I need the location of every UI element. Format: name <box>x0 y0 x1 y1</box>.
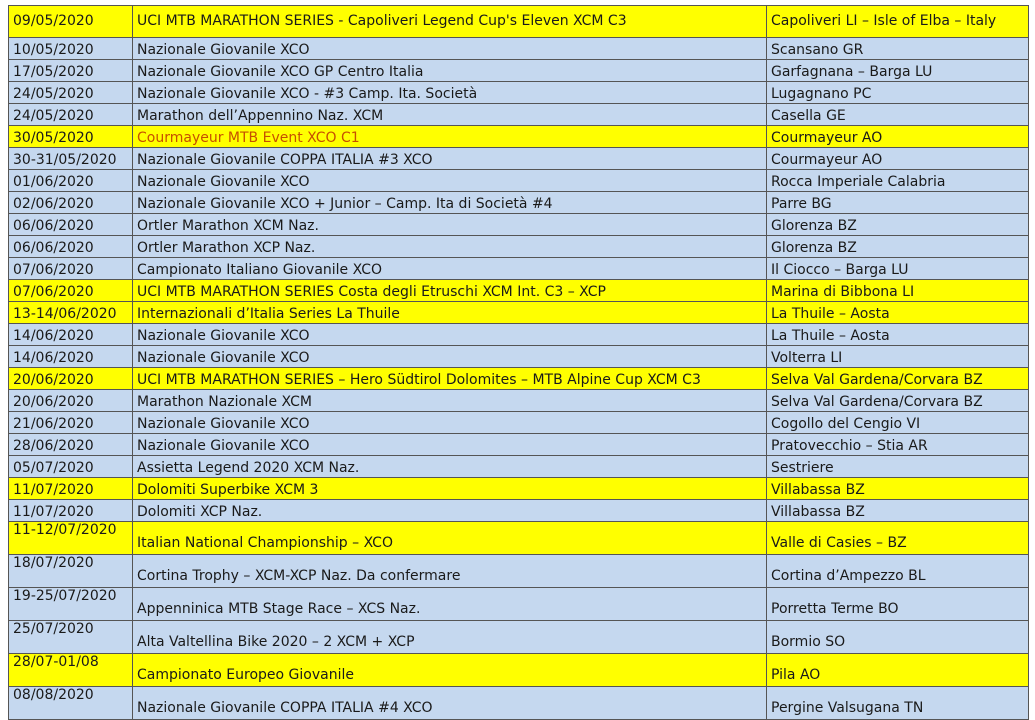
event-date: 20/06/2020 <box>9 390 133 412</box>
table-row <box>9 412 1029 434</box>
table-row <box>9 6 1029 38</box>
event-location: Parre BG <box>767 192 1029 214</box>
event-date: 07/06/2020 <box>9 280 133 302</box>
event-date: 24/05/2020 <box>9 104 133 126</box>
event-name: Campionato Europeo Giovanile <box>133 654 767 687</box>
event-name: Dolomiti Superbike XCM 3 <box>133 478 767 500</box>
event-location: Volterra LI <box>767 346 1029 368</box>
event-date: 30-31/05/2020 <box>9 148 133 170</box>
event-location: Villabassa BZ <box>767 478 1029 500</box>
event-name: UCI MTB MARATHON SERIES Costa degli Etruschi XCM Int. C3 – XCP <box>133 280 767 302</box>
event-date: 11/07/2020 <box>9 478 133 500</box>
event-name: Appenninica MTB Stage Race – XCS Naz. <box>133 588 767 621</box>
event-location: Capoliveri LI – Isle of Elba – Italy <box>767 6 1029 38</box>
event-location: Selva Val Gardena/Corvara BZ <box>767 390 1029 412</box>
table-row <box>9 60 1029 82</box>
event-location: Il Ciocco – Barga LU <box>767 258 1029 280</box>
event-location: Pratovecchio – Stia AR <box>767 434 1029 456</box>
event-name: Internazionali d’Italia Series La Thuile <box>133 302 767 324</box>
event-date: 02/06/2020 <box>9 192 133 214</box>
event-date: 10/05/2020 <box>9 38 133 60</box>
event-name: Nazionale Giovanile XCO <box>133 346 767 368</box>
event-name: Campionato Italiano Giovanile XCO <box>133 258 767 280</box>
event-date: 11-12/07/2020 <box>9 522 133 555</box>
event-location: Courmayeur AO <box>767 148 1029 170</box>
event-name: Nazionale Giovanile XCO GP Centro Italia <box>133 60 767 82</box>
event-date: 08/08/2020 <box>9 687 133 720</box>
event-date: 11/07/2020 <box>9 500 133 522</box>
event-location: Garfagnana – Barga LU <box>767 60 1029 82</box>
event-date: 28/06/2020 <box>9 434 133 456</box>
event-name: Nazionale Giovanile XCO <box>133 412 767 434</box>
table-row <box>9 588 1029 621</box>
event-date: 19-25/07/2020 <box>9 588 133 621</box>
event-date: 14/06/2020 <box>9 346 133 368</box>
event-location: Pila AO <box>767 654 1029 687</box>
event-name: Cortina Trophy – XCM-XCP Naz. Da confermare <box>133 555 767 588</box>
table-row <box>9 687 1029 720</box>
table-row <box>9 236 1029 258</box>
table-row <box>9 214 1029 236</box>
event-location: Porretta Terme BO <box>767 588 1029 621</box>
event-date: 07/06/2020 <box>9 258 133 280</box>
table-row <box>9 324 1029 346</box>
event-name: UCI MTB MARATHON SERIES - Capoliveri Legend Cup's Eleven XCM C3 <box>133 6 767 38</box>
event-location: Scansano GR <box>767 38 1029 60</box>
event-name: Ortler Marathon XCP Naz. <box>133 236 767 258</box>
event-date: 28/07-01/08 <box>9 654 133 687</box>
event-date: 17/05/2020 <box>9 60 133 82</box>
event-location: Sestriere <box>767 456 1029 478</box>
table-row <box>9 82 1029 104</box>
event-location: Valle di Casies – BZ <box>767 522 1029 555</box>
event-date: 21/06/2020 <box>9 412 133 434</box>
event-location: Marina di Bibbona LI <box>767 280 1029 302</box>
event-location: Rocca Imperiale Calabria <box>767 170 1029 192</box>
event-name: Marathon Nazionale XCM <box>133 390 767 412</box>
event-location: La Thuile – Aosta <box>767 302 1029 324</box>
table-row <box>9 456 1029 478</box>
table-row <box>9 522 1029 555</box>
event-date: 30/05/2020 <box>9 126 133 148</box>
event-name: Nazionale Giovanile COPPA ITALIA #4 XCO <box>133 687 767 720</box>
event-name: Nazionale Giovanile XCO - #3 Camp. Ita. Società <box>133 82 767 104</box>
event-name: Ortler Marathon XCM Naz. <box>133 214 767 236</box>
event-date: 25/07/2020 <box>9 621 133 654</box>
table-row <box>9 104 1029 126</box>
event-location: Villabassa BZ <box>767 500 1029 522</box>
table-row <box>9 126 1029 148</box>
event-name: Courmayeur MTB Event XCO C1 <box>133 126 767 148</box>
event-location: Cogollo del Cengio VI <box>767 412 1029 434</box>
event-date: 05/07/2020 <box>9 456 133 478</box>
event-name: Nazionale Giovanile XCO <box>133 434 767 456</box>
event-date: 13-14/06/2020 <box>9 302 133 324</box>
table-row <box>9 390 1029 412</box>
table-row <box>9 654 1029 687</box>
event-date: 20/06/2020 <box>9 368 133 390</box>
event-name: Nazionale Giovanile XCO <box>133 38 767 60</box>
event-date: 06/06/2020 <box>9 214 133 236</box>
event-name: Assietta Legend 2020 XCM Naz. <box>133 456 767 478</box>
table-row <box>9 555 1029 588</box>
events-calendar-table <box>8 5 1029 720</box>
event-date: 09/05/2020 <box>9 6 133 38</box>
table-row <box>9 434 1029 456</box>
event-name: Nazionale Giovanile XCO <box>133 324 767 346</box>
table-row <box>9 148 1029 170</box>
event-name: Nazionale Giovanile XCO <box>133 170 767 192</box>
event-location: Selva Val Gardena/Corvara BZ <box>767 368 1029 390</box>
table-row <box>9 621 1029 654</box>
event-name: Nazionale Giovanile XCO + Junior – Camp. Ita di Società #4 <box>133 192 767 214</box>
table-row <box>9 346 1029 368</box>
event-name: Nazionale Giovanile COPPA ITALIA #3 XCO <box>133 148 767 170</box>
event-location: La Thuile – Aosta <box>767 324 1029 346</box>
event-date: 18/07/2020 <box>9 555 133 588</box>
table-row <box>9 170 1029 192</box>
table-row <box>9 38 1029 60</box>
event-name: Marathon dell’Appennino Naz. XCM <box>133 104 767 126</box>
event-location: Cortina d’Ampezzo BL <box>767 555 1029 588</box>
event-date: 06/06/2020 <box>9 236 133 258</box>
event-location: Glorenza BZ <box>767 236 1029 258</box>
event-location: Casella GE <box>767 104 1029 126</box>
table-row <box>9 258 1029 280</box>
event-location: Pergine Valsugana TN <box>767 687 1029 720</box>
event-name: UCI MTB MARATHON SERIES – Hero Südtirol Dolomites – MTB Alpine Cup XCM C3 <box>133 368 767 390</box>
table-row <box>9 192 1029 214</box>
table-row <box>9 500 1029 522</box>
event-date: 14/06/2020 <box>9 324 133 346</box>
event-location: Bormio SO <box>767 621 1029 654</box>
event-date: 01/06/2020 <box>9 170 133 192</box>
table-row <box>9 478 1029 500</box>
event-date: 24/05/2020 <box>9 82 133 104</box>
table-row <box>9 302 1029 324</box>
table-row <box>9 368 1029 390</box>
event-location: Lugagnano PC <box>767 82 1029 104</box>
event-name: Dolomiti XCP Naz. <box>133 500 767 522</box>
event-location: Courmayeur AO <box>767 126 1029 148</box>
event-name: Italian National Championship – XCO <box>133 522 767 555</box>
event-location: Glorenza BZ <box>767 214 1029 236</box>
event-name: Alta Valtellina Bike 2020 – 2 XCM + XCP <box>133 621 767 654</box>
table-row <box>9 280 1029 302</box>
